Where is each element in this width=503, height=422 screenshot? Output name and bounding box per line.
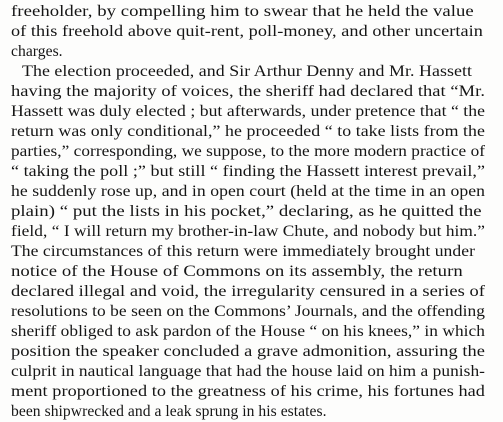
text-line: of this freehold above quit-rent, poll-money, and other uncertain [11,23,483,40]
text-line: field, “ I will return my brother-in-law Chute, and nobody but him.” [11,223,485,240]
text-line: position the speaker concluded a grave admonition, assuring the [11,343,486,360]
text-line: declared illegal and void, the irregularity censured in a series of [11,283,486,300]
text-line: plain) “ put the lists in his pocket,” declaring, as he quitted the [11,203,482,220]
text-line: notice of the House of Commons on its assembly, the return [11,263,463,280]
text-line: culprit in nautical language that had the house laid on him a punish- [11,363,485,380]
text-line: freeholder, by compelling him to swear that he held the value [11,3,474,20]
text-line: Hassett was duly elected ; but afterwards, under pretence that “ the [11,103,485,120]
text-line: been shipwrecked and a leak sprung in his estates. [11,403,327,420]
text-line: ment proportioned to the greatness of his crime, his fortunes had [11,383,485,400]
text-line: “ taking the poll ;” but still “ finding the Hassett interest prevail,” [11,163,485,180]
text-line: The election proceeded, and Sir Arthur Denny and Mr. Hassett [22,63,472,80]
text-line: resolutions to be seen on the Commons’ Journals, and the offending [11,303,485,320]
text-line: parties,” corresponding, we suppose, to the more modern practice of [11,143,486,160]
text-line: having the majority of voices, the sheriff had declared that “Mr. [11,83,486,100]
text-line: return was only conditional,” he proceeded “ to take lists from the [11,123,485,140]
text-line: sheriff obliged to ask pardon of the House “ on his knees,” in which [11,323,486,340]
text-line: The circumstances of this return were immediately brought under [11,243,475,260]
text-line: charges. [11,43,63,60]
text-line: he suddenly rose up, and in open court (held at the time in an open [11,183,485,200]
